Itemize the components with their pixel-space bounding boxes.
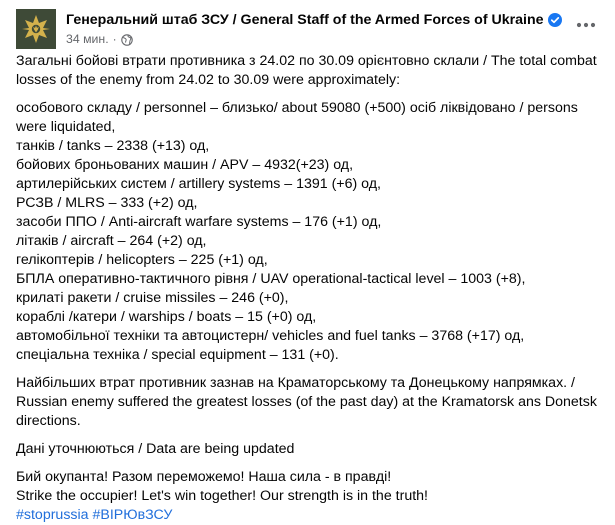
loss-line-mlrs: РСЗВ / MLRS – 333 (+2) од, (16, 195, 198, 211)
closing-line-english: Strike the occupier! Let's win together! Our strength is in the truth! (16, 488, 428, 504)
paragraph-gap (16, 459, 606, 468)
hashtag-stoprussia[interactable]: #stoprussia (16, 507, 89, 523)
loss-line-apv: бойових броньованих машин / APV – 4932(+23) од, (16, 157, 354, 173)
loss-line-artillery: артилерійських систем / artillery systems – 1391 (+6) од, (16, 176, 381, 192)
loss-line-tanks: танків / tanks – 2338 (+13) од, (16, 138, 210, 154)
post-body (16, 52, 606, 525)
update-note: Дані уточнюються / Data are being updated (16, 441, 295, 457)
loss-line-helicopters: гелікоптерів / helicopters – 225 (+1) од, (16, 252, 268, 268)
more-options-button[interactable] (569, 8, 603, 42)
losses-list (16, 99, 606, 365)
post-author-info (66, 10, 562, 47)
armed-forces-emblem-icon (16, 9, 56, 49)
loss-line-cruise-missiles: крилаті ракети / cruise missiles – 246 (+0), (16, 290, 289, 306)
hashtags (16, 506, 606, 525)
loss-line-vehicles: автомобільної техніки та автоцистерн/ vehicles and fuel tanks – 3768 (+17) од, (16, 328, 525, 344)
paragraph-gap (16, 365, 606, 374)
loss-line-special-equipment: спеціальна техніка / special equipment – 131 (+0). (16, 347, 339, 363)
closing-line-ukrainian: Бий окупанта! Разом переможемо! Наша сила - в правді! (16, 469, 392, 485)
globe-icon[interactable] (121, 33, 133, 45)
meta-separator: · (112, 31, 117, 46)
loss-line-air-defense: засоби ППО / Anti-aircraft warfare systems – 176 (+1) од, (16, 214, 382, 230)
post-meta (66, 30, 562, 47)
loss-line-warships: кораблі /катери / warships / boats – 15 (+0) од, (16, 309, 317, 325)
paragraph-gap (16, 90, 606, 99)
hashtag-viryu-v-zsu[interactable]: #ВІРЮвЗСУ (92, 507, 173, 523)
greatest-losses-note: Найбільших втрат противник зазнав на Краматорському та Донецькому напрямках. / Russian enemy suffered the greatest losses (of the past day) at the Kramatorsk ans Donetsk directions. (16, 375, 597, 429)
page-avatar[interactable] (16, 9, 56, 49)
loss-line-uav: БПЛА оперативно-тактичного рівня / UAV operational-tactical level – 1003 (+8), (16, 271, 526, 287)
page-name-link[interactable]: Генеральний штаб ЗСУ / General Staff of the Armed Forces of Ukraine (66, 11, 544, 28)
more-options-icon (576, 22, 596, 28)
closing-block (16, 468, 606, 525)
page-name-row (66, 10, 562, 29)
verified-badge-icon (548, 13, 562, 27)
paragraph-gap (16, 431, 606, 440)
post-header (16, 8, 599, 48)
post-intro: Загальні бойові втрати противника з 24.02 по 30.09 орієнтовно склали / The total combat losses of the enemy from 24.02 to 30.09 were approximately: (16, 53, 597, 88)
post-timestamp[interactable]: 34 мин. (66, 31, 109, 46)
loss-line-aircraft: літаків / aircraft – 264 (+2) од, (16, 233, 207, 249)
loss-line-personnel: особового складу / personnel – близько/ about 59080 (+500) осіб ліквідовано / persons were liquidated, (16, 100, 578, 135)
